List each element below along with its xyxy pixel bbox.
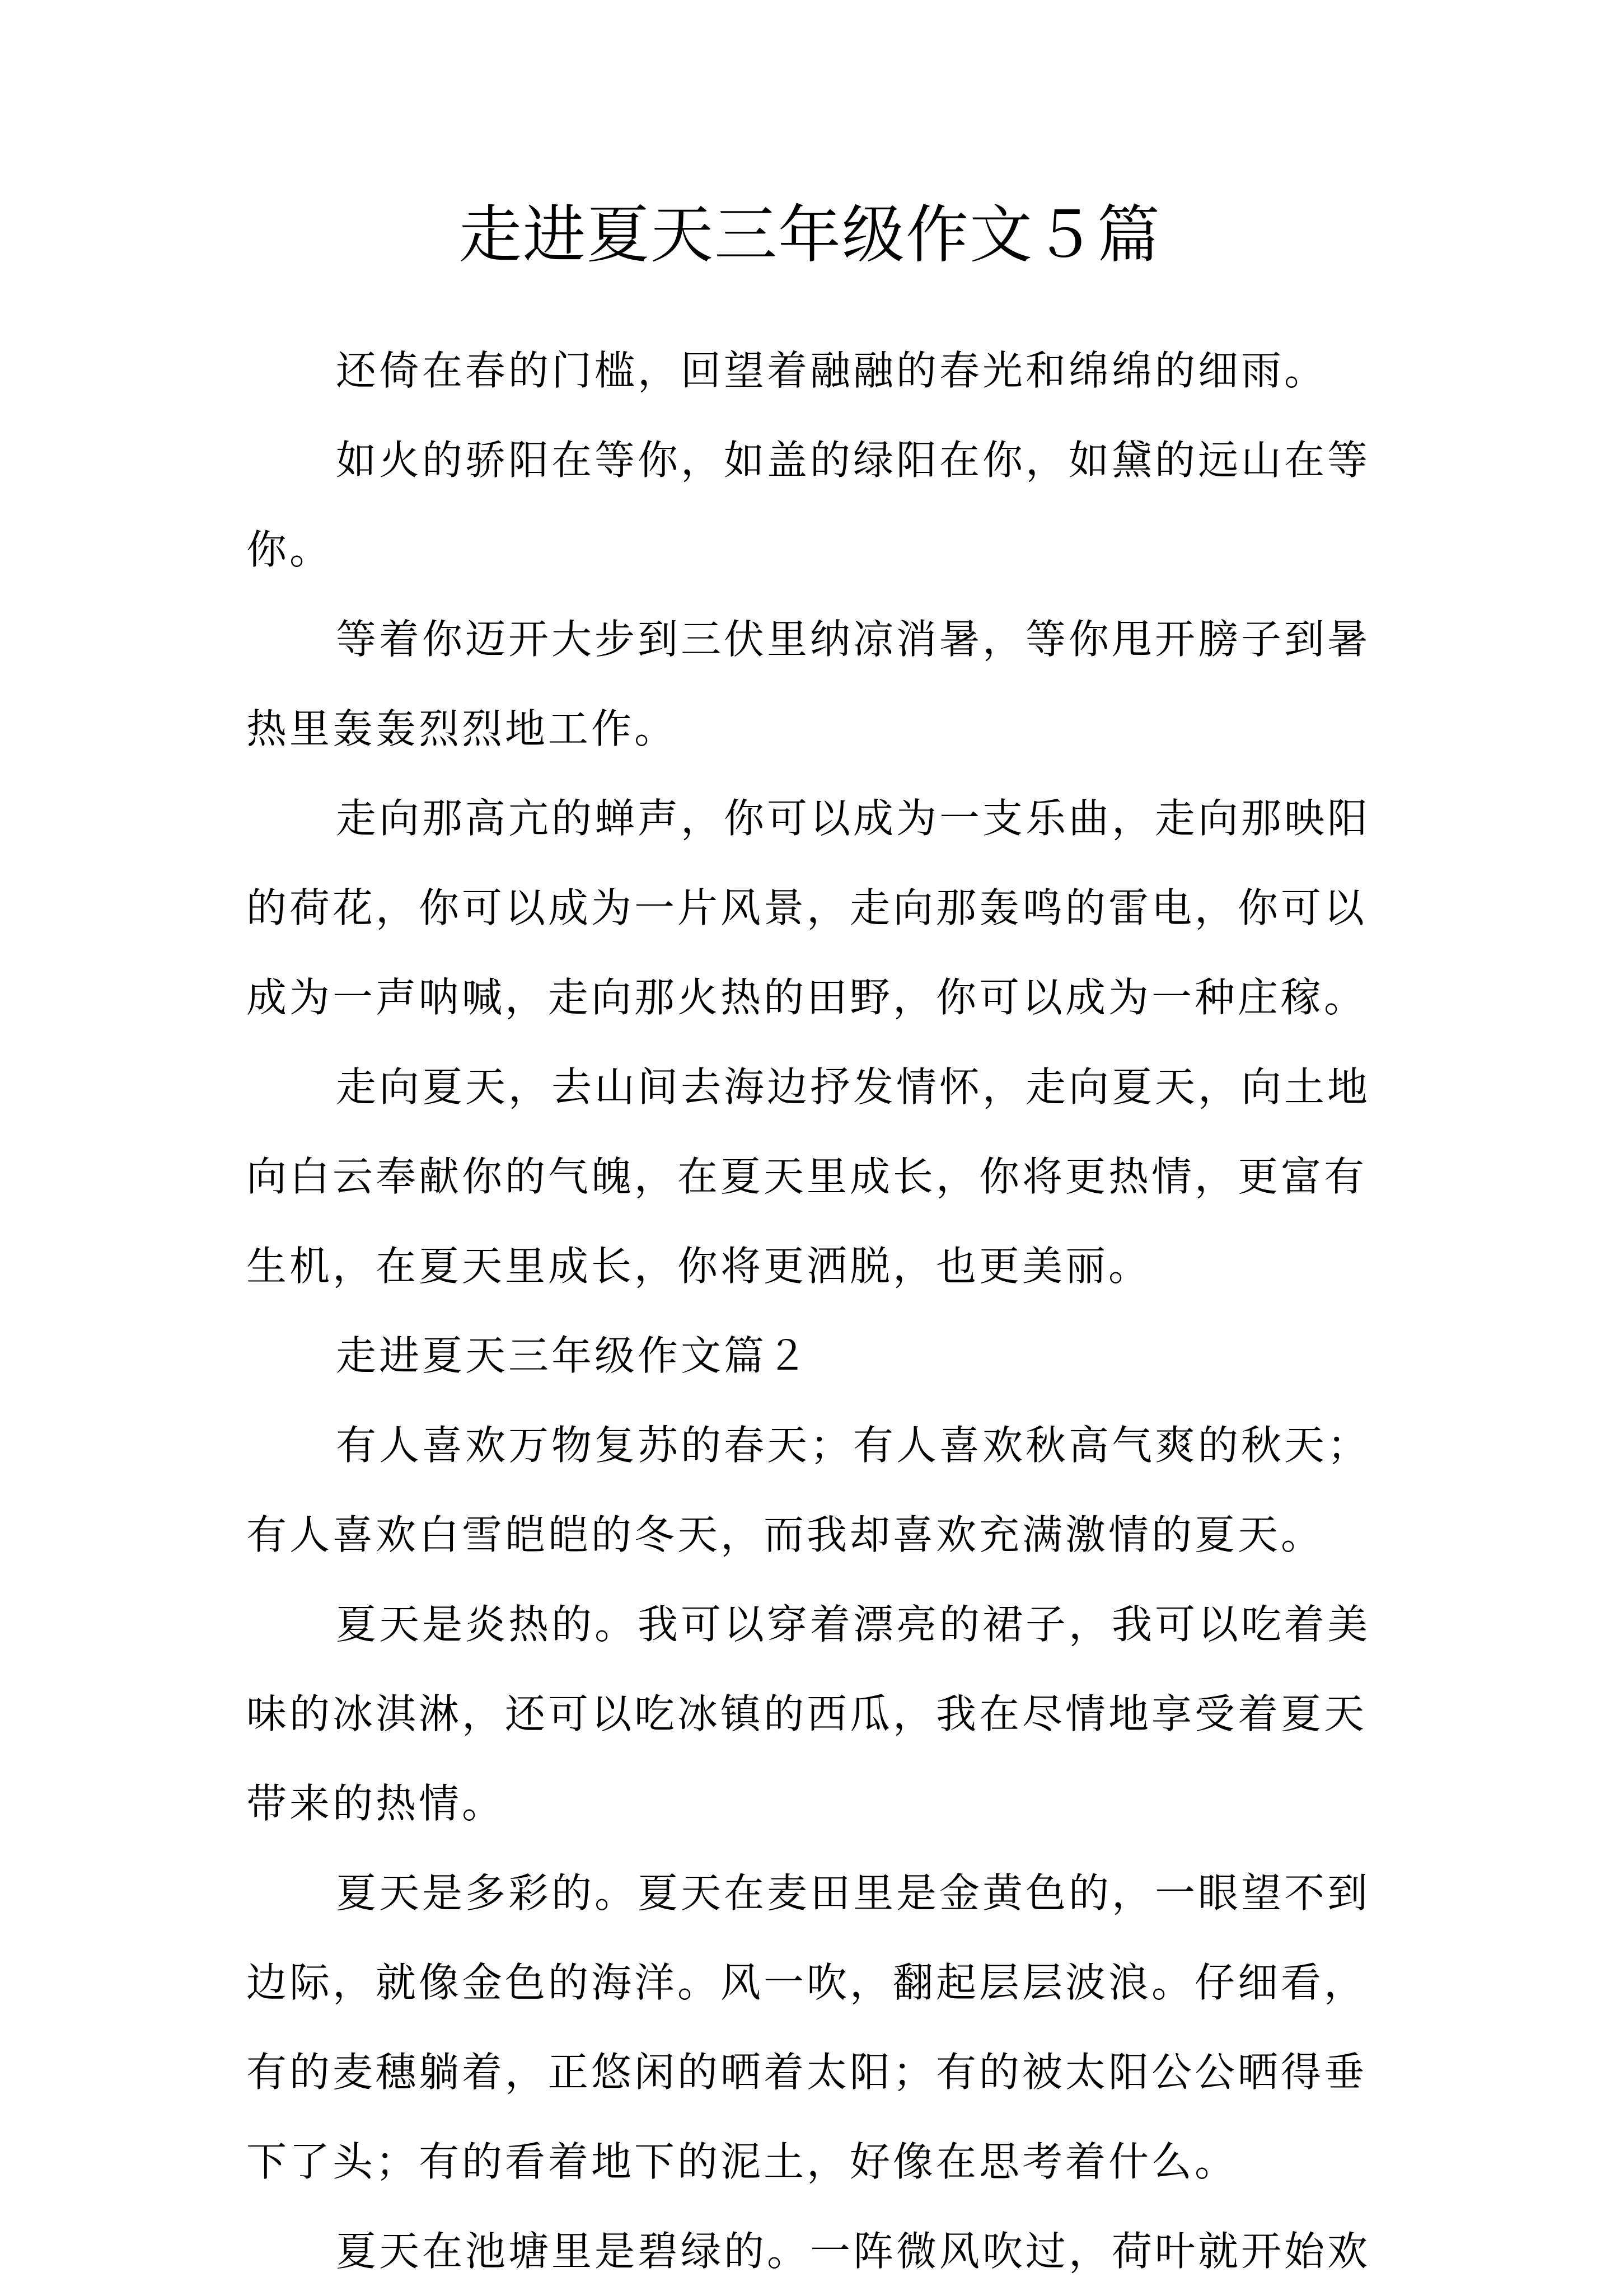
paragraph: 夏天是炎热的。我可以穿着漂亮的裙子，我可以吃着美味的冰淇淋，还可以吃冰镇的西瓜，我在尽情地享受着夏天带来的热情。 — [246, 1601, 1371, 1827]
section-heading: 走进夏天三年级作文篇２ — [336, 1332, 811, 1379]
paragraph: 如火的骄阳在等你，如盖的绿阳在你，如黛的远山在等你。 — [246, 437, 1371, 573]
paragraph: 还倚在春的门槛，回望着融融的春光和绵绵的细雨。 — [336, 347, 1328, 394]
document-title: 走进夏天三年级作文５篇 — [459, 199, 1161, 271]
paragraph: 有人喜欢万物复苏的春天；有人喜欢秋高气爽的秋天；有人喜欢白雪皑皑的冬天，而我却喜欢充满激情的夏天。 — [246, 1422, 1371, 1558]
paragraph: 走向那高亢的蝉声，你可以成为一支乐曲，走向那映阳的荷花，你可以成为一片风景，走向那轰鸣的雷电，你可以成为一声呐喊，走向那火热的田野，你可以成为一种庄稼。 — [246, 795, 1371, 1021]
paragraph: 夏天是多彩的。夏天在麦田里是金黄色的，一眼望不到边际，就像金色的海洋。风一吹，翻起层层波浪。仔细看，有的麦穗躺着，正悠闲的晒着太阳；有的被太阳公公晒得垂下了头；有的看着地下的泥土，好像在思考着什么。 — [246, 1869, 1371, 2185]
paragraph: 走向夏天，去山间去海边抒发情怀，走向夏天，向土地向白云奉献你的气魄，在夏天里成长，你将更热情，更富有生机，在夏天里成长，你将更洒脱，也更美丽。 — [246, 1063, 1371, 1290]
paragraph: 夏天在池塘里是碧绿的。一阵微风吹过，荷叶就开始欢 — [336, 2228, 1371, 2275]
document-body — [246, 326, 1399, 2296]
paragraph: 等着你迈开大步到三伏里纳凉消暑，等你甩开膀子到暑热里轰轰烈烈地工作。 — [246, 616, 1371, 752]
